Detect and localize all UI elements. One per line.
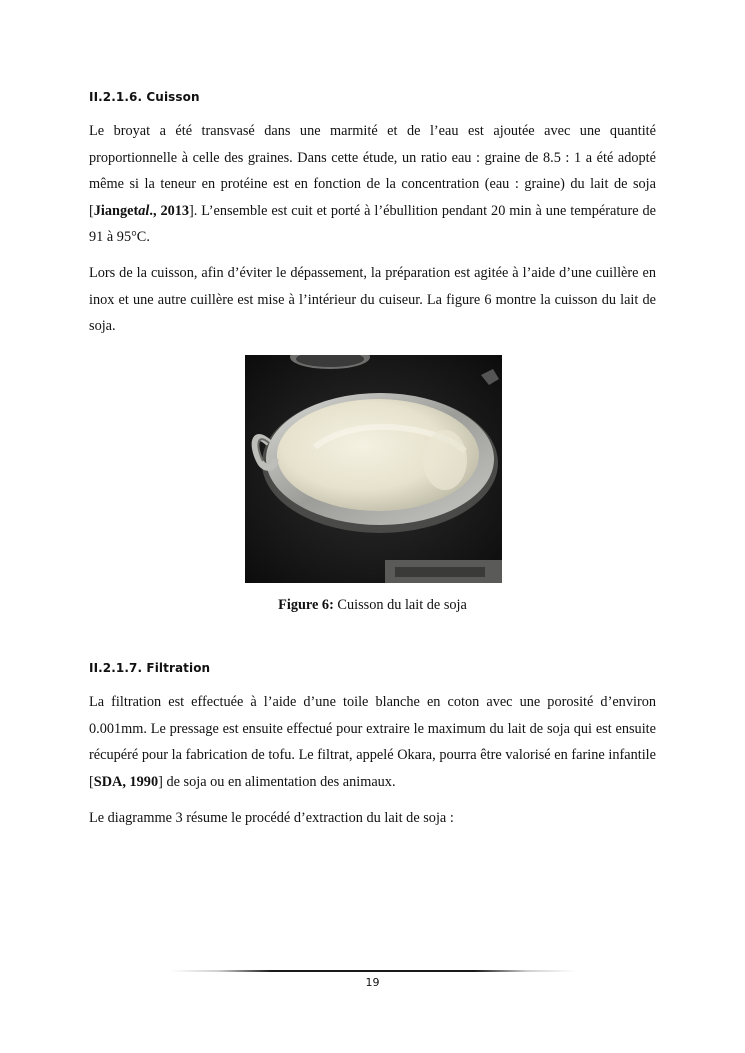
paragraph-cuisson-1: [89, 118, 656, 251]
section-heading-cuisson: II.2.1.6. Cuisson: [89, 90, 200, 104]
paragraph-cuisson-2: Lors de la cuisson, afin d’éviter le dépassement, la préparation est agitée à l’aide d’une cuillère en inox et une autre cuillère est mise à l’intérieur du cuiseur. La figure 6 montre la cuisson du lait de soja.: [89, 265, 656, 334]
paragraph-text: ] de soja ou en alimentation des animaux.: [158, 773, 396, 790]
figure-caption-text: Cuisson du lait de soja: [333, 597, 467, 613]
page-number: 19: [365, 976, 380, 989]
section-heading-filtration: II.2.1.7. Filtration: [89, 661, 211, 675]
figure-photo-cooking-pot: [245, 355, 502, 583]
figure-label: Figure 6:: [278, 597, 334, 613]
paragraph-filtration-1: [89, 689, 656, 795]
citation-etal: al: [138, 202, 150, 219]
citation: [94, 203, 189, 219]
paragraph-text: Le broyat a été transvasé dans une marmité et de l’eau est ajoutée avec une quantité proportionnelle à celle des graines. Dans cette étude, un ratio eau : graine de 8.5 : 1 a été adopté même si la teneur en protéine est en fonction de la concentration (eau : graine) du lait de soja [: [89, 123, 656, 219]
citation-author: Jianget: [93, 202, 139, 219]
cooking-pot-image: [245, 355, 502, 583]
paragraph-text: La filtration est effectuée à l’aide d’une toile blanche en coton avec une porosité d’environ 0.001mm. Le pressage est ensuite effectué pour extraire le maximum du lait de soja qui est ensuite récupéré pour la fabrication de tofu. Le filtrat, appelé Okara, pourra être valorisé en farine infantile [: [89, 694, 656, 790]
paragraph-filtration-2: Le diagramme 3 résume le procédé d’extraction du lait de soja :: [89, 810, 454, 826]
footer-rule: [170, 970, 576, 972]
figure-caption: [0, 597, 745, 614]
citation: SDA, 1990: [93, 773, 159, 790]
paragraph-text: ]. L’ensemble est cuit et porté à l’ébullition pendant 20 min à une température de 91 à 95°C.: [89, 202, 656, 245]
citation-year: ., 2013: [149, 202, 190, 219]
